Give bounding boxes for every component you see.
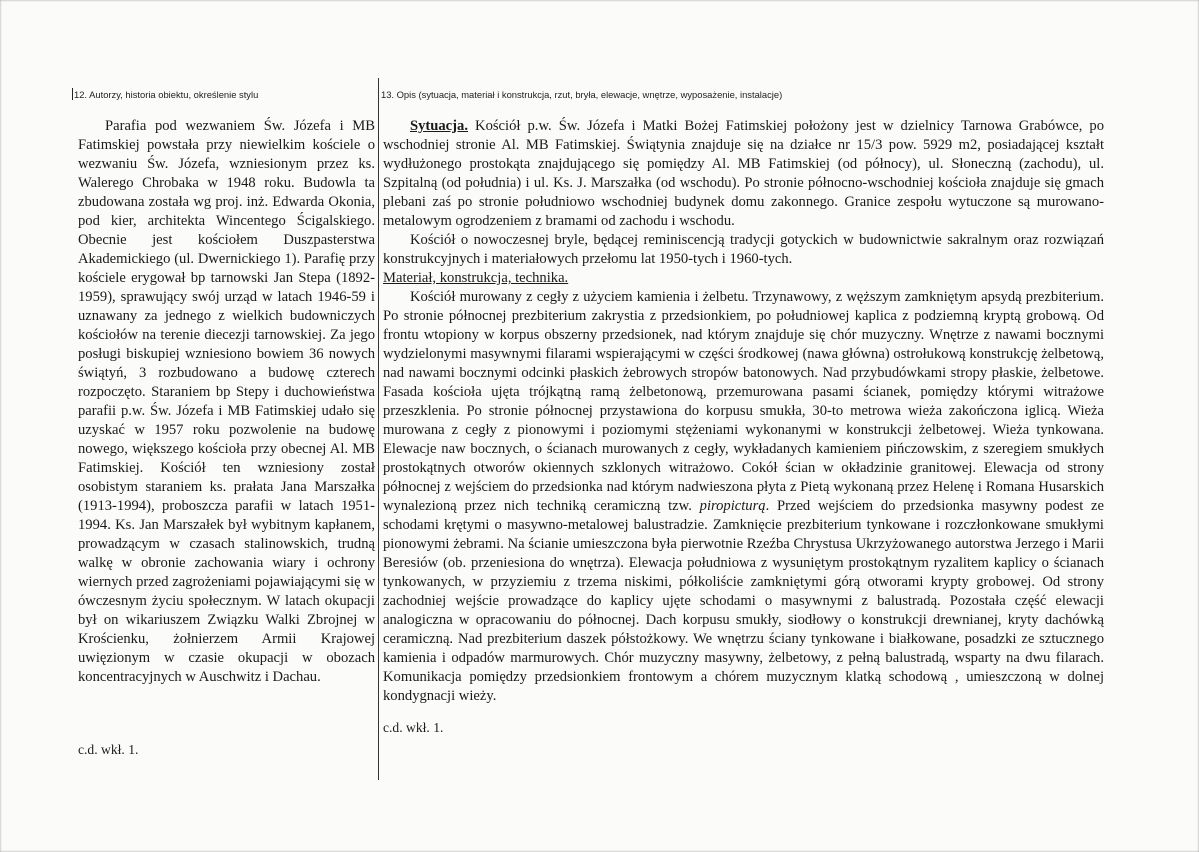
description-column (383, 117, 1104, 706)
history-continuation-note: c.d. wkł. 1. (78, 742, 139, 757)
material-text-1: Kościół murowany z cegły z użyciem kamienia i żelbetu. Trzynawowy, z węższym zamkniętym apsydą prezbiterium. Po stronie północnej prezbiterium zakrystia z przedsionkiem, po południowej kaplica z podziemną kryptą grobową. Od frontu wtopiony w korpus obszerny przedsionek, nad którym znajduje się chór muzyczny. Wnętrze z nawami bocznymi wydzielonymi masywnymi filarami wspierającymi w części środkowej (nawa główna) ostrołukową konstrukcję żelbetową, nad nawami bocznymi odcinki płaskich żebrowych stropów batonowych. Nad przybudówkami stropy płaskie, żelbetowe. Fasada kościoła ujęta trójkątną ramą żelbetonową, przemurowana pasami ścianek, pomiędzy którymi witrażowe przeszklenia. Po stronie północnej przystawiona do korpusu smukła, 30-to metrowa wieża zakończona iglicą. Wieża murowana z cegły z pionowymi i poziomymi stężeniami wykonanymi w konstrukcji żelbetowej. Wieża tynkowana. Elewacje naw bocznych, o ścianach murowanych z cegły, wykładanych kamieniem pińczowskim, z szeregiem smukłych prostokątnych otworów okiennych szklonych witrażowo. Cokół ścian w okładzinie granitowej. Elewacja od strony północnej z wejściem do przedsionka nad którym nadwieszona płyta z Pietą wykonaną przez Helenę i Romana Husarskich wynalezioną przez nich techniką ceramiczną tzw. (383, 289, 1104, 514)
column-divider (378, 78, 379, 780)
body-paragraph: Kościół o nowoczesnej bryle, będącej reminiscencją tradycji gotyckich w budownictwie sakralnym oraz rozwiązań konstrukcyjnych i materiałowych przełomu lat 1950-tych i 1960-tych. (383, 232, 1104, 267)
description-continuation-note: c.d. wkł. 1. (383, 720, 444, 735)
material-heading: Materiał, konstrukcja, technika. (383, 270, 569, 286)
section-13-header: 13. Opis (sytuacja, materiał i konstrukcja, rzut, bryła, elewacje, wnętrze, wyposażenie, instalacje) (381, 89, 783, 100)
material-paragraph (383, 288, 1104, 706)
material-heading-line (383, 269, 1104, 288)
situation-paragraph (383, 117, 1104, 231)
situation-text: Kościół p.w. Św. Józefa i Matki Bożej Fatimskiej położony jest w dzielnicy Tarnowa Grabówce, po wschodniej stronie Al. MB Fatimskiej. Świątynia znajduje się na działce nr 15/3 pow. 5929 m2, posiadającej kształt wydłużonego prostokąta znajdującego się pomiędzy Al. MB Fatimskiej (od północy), ul. Słoneczną (zachodu), ul. Szpitalną (od południa) i ul. Ks. J. Marszałka (od wschodu). Po stronie północno-wschodniej kościoła znajduje się gmach plebani zaś po stronie południowo wschodniej budynek domu zakonnego. Granice zespołu wytuczone są murowano-metalowym ogrodzeniem z bramami od zachodu i wschodu. (383, 118, 1104, 229)
section-12-header: 12. Autorzy, historia obiektu, określenie stylu (74, 89, 259, 100)
header-tick-mark (72, 88, 73, 100)
material-italic-term: piropicturą (699, 498, 766, 514)
material-text-2: . Przed wejściem do przedsionka masywny podest ze schodami krętymi o masywno-metalowej balustradzie. Zamknięcie prezbiterium tynkowane i rozczłonkowane smukłymi pionowymi żebrami. Na ścianie umieszczona była pierwotnie Rzeźba Chrystusa Ukrzyżowanego autorstwa Jerzego i Marii Beresiów (ob. przeniesiona do wnętrza). Elewacja południowa z wysuniętym prostokątnym ryzalitem kaplicy o ścianach tynkowanych, w przyziemiu z trzema niskimi, półkoliście zamkniętymi górą otworami krypty grobowej. Od strony zachodniej wejście prowadzące do kaplicy ujęte schodami o masywnymi z balustradą. Pozostała część elewacji analogiczna w opracowaniu do północnej. Dach korpusu smukły, siodłowy o konstrukcji drewnianej, kryty dachówką ceramiczną. Nad prezbiterium daszek półstożkowy. We wnętrzu ściany tynkowane i białkowane, posadzki ze sztucznego kamienia i odpadów marmurowych. Chór muzyczny masywny, żelbetowy, z pełną balustradą, wsparty na dwu filarach. Komunikacja pomiędzy przedsionkiem frontowym a chórem muzycznym klatką schodową , umieszczoną w dolnej kondygnacji wieży. (383, 498, 1104, 704)
history-column (78, 117, 375, 687)
situation-heading: Sytuacja. (410, 118, 468, 134)
history-paragraph: Parafia pod wezwaniem Św. Józefa i MB Fatimskiej powstała przy niewielkim kościele o wezwaniu Św. Józefa, wzniesionym przez ks. Walerego Chrobaka w 1948 roku. Budowla ta zbudowana została wg proj. inż. Edwarda Okonia, pod kier, architekta Wincentego Ścigalskiego. Obecnie jest kościołem Duszpasterstwa Akademickiego (ul. Dwernickiego 1). Parafię przy kościele erygował bp tarnowski Jan Stepa (1892-1959), sprawujący swój urząd w latach 1946-59 i uznawany za jednego z wielkich budowniczych kościołów na terenie diecezji tarnowskiej. Za jego posługi biskupiej wzniesiono bowiem 36 nowych świątyń, 3 rozbudowano a budowę czterech rozpoczęto. Staraniem bp Stepy i duchowieństwa parafii p.w. Św. Józefa i MB Fatimskiej udało się uzyskać w 1957 roku pozwolenie na budowę nowego, większego kościoła przy obecnej Al. MB Fatimskiej. Kościół ten wzniesiony został osobistym staraniem ks. prałata Jana Marszałka (1913-1994), proboszcza parafii w latach 1951-1994. Ks. Jan Marszałek był wybitnym kapłanem, prowadzącym w czasach stalinowskich, trudną walkę w obronie zachowania wiary i ochrony wiernych przed zagrożeniami pojawiającymi się w ówczesnym życiu społecznym. W latach okupacji był on wikariuszem Związku Walki Zbrojnej w Krościenku, żołnierzem Armii Krajowej uwięzionym w czasie okupacji w obozach koncentracyjnych w Auschwitz i Dachau. (78, 118, 375, 685)
